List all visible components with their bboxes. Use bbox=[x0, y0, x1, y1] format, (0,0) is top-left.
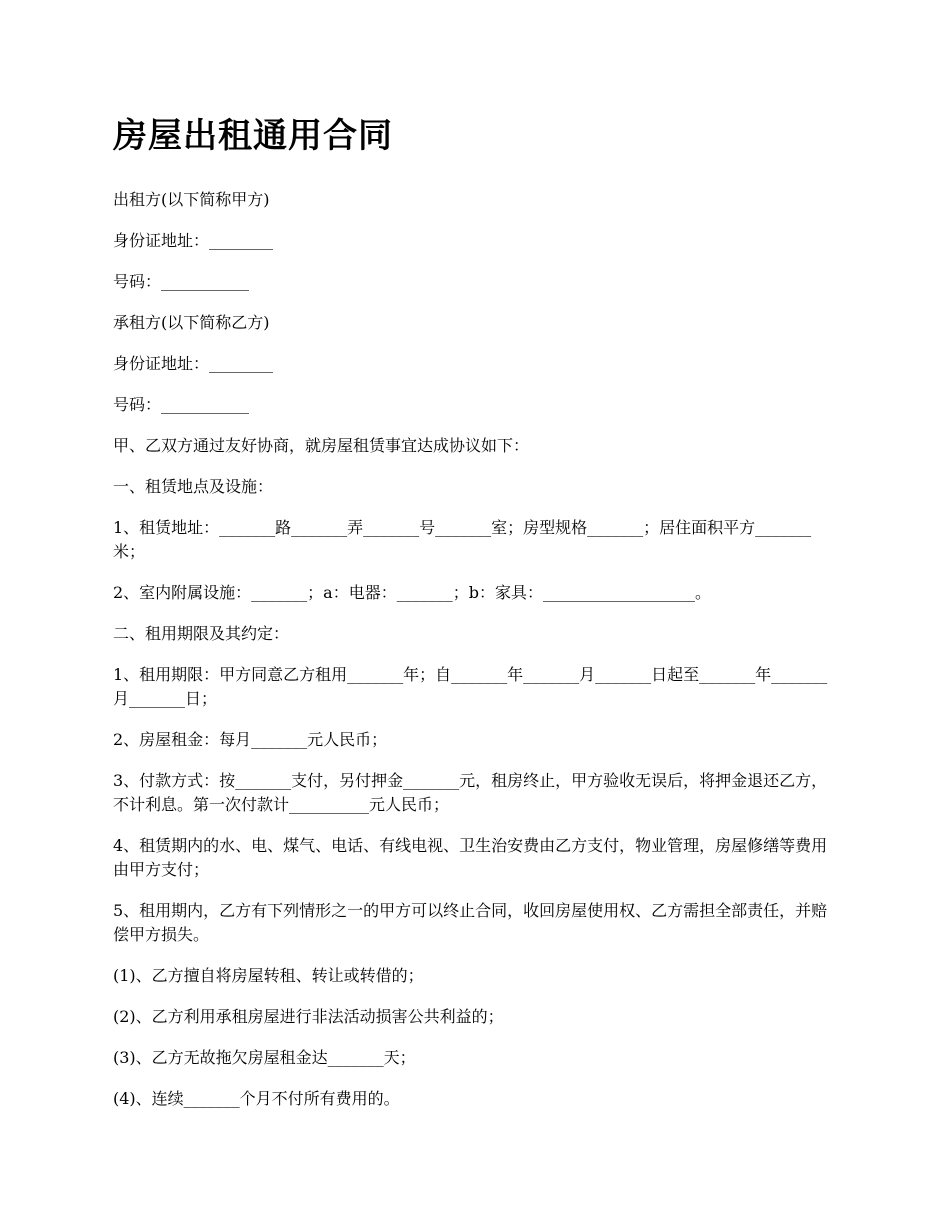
clause-rental-address: 1、租赁地址：_______路_______弄_______号_______室；房型规格_______；居住面积平方_______米； bbox=[113, 518, 812, 561]
termination-item-3: (3)、乙方无故拖欠房屋租金达_______天； bbox=[113, 1048, 416, 1067]
document-page bbox=[113, 110, 843, 1128]
clause-payment-method: 3、付款方式：按_______支付，另付押金_______元，租房终止，甲方验收无误后，将押金退还乙方，不计利息。第一次付款计__________元人民币； bbox=[113, 771, 828, 814]
agreement-intro: 甲、乙双方通过友好协商，就房屋租赁事宜达成协议如下： bbox=[113, 436, 530, 455]
termination-item-1: (1)、乙方擅自将房屋转租、转让或转借的； bbox=[113, 966, 424, 985]
section-1-heading: 一、租赁地点及设施： bbox=[113, 477, 274, 496]
lessor-id-address: 身份证地址：________ bbox=[113, 231, 274, 250]
document-title: 房屋出租通用合同 bbox=[113, 116, 393, 156]
lessor-id-number: 号码：___________ bbox=[113, 272, 250, 291]
lessee-id-number: 号码：___________ bbox=[113, 395, 250, 414]
clause-fees: 4、租赁期内的水、电、煤气、电话、有线电视、卫生治安费由乙方支付，物业管理，房屋修缮等费用由甲方支付； bbox=[113, 836, 828, 879]
lessee-id-address: 身份证地址：________ bbox=[113, 354, 274, 373]
clause-rent: 2、房屋租金：每月_______元人民币； bbox=[113, 730, 388, 749]
clause-facilities: 2、室内附属设施：_______；a：电器：_______；b：家具：___________________。 bbox=[113, 583, 711, 602]
clause-rental-period: 1、租用期限：甲方同意乙方租用_______年；自_______年_______月_______日起至_______年_______月_______日； bbox=[113, 665, 828, 708]
termination-item-4: (4)、连续_______个月不付所有费用的。 bbox=[113, 1089, 400, 1108]
lessor-heading: 出租方(以下简称甲方) bbox=[113, 190, 270, 209]
termination-item-2: (2)、乙方利用承租房屋进行非法活动损害公共利益的； bbox=[113, 1007, 504, 1026]
section-2-heading: 二、租用期限及其约定： bbox=[113, 624, 290, 643]
lessee-heading: 承租方(以下简称乙方) bbox=[113, 313, 270, 332]
clause-termination: 5、租用期内，乙方有下列情形之一的甲方可以终止合同，收回房屋使用权、乙方需担全部责任，并赔偿甲方损失。 bbox=[113, 901, 828, 944]
